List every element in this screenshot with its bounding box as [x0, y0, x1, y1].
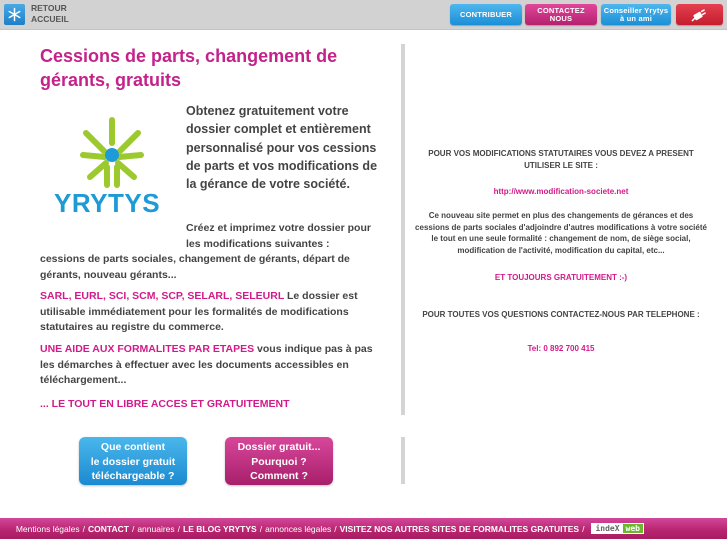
home-link[interactable]	[4, 3, 69, 25]
steps-text: vous indique pas à pas les démarches à effectuer avec les documents accessibles en téléchargement...	[40, 343, 373, 386]
footer-link-blog[interactable]: LE BLOG YRYTYS	[183, 523, 257, 534]
column-divider	[401, 44, 405, 415]
recommend-line1: Conseiller Yrytys	[603, 5, 669, 15]
why-free-line3: Comment ?	[250, 470, 308, 482]
yrytys-logo	[50, 115, 175, 220]
yrytys-star-icon	[50, 115, 175, 190]
footer-bar: Mentions légales / CONTACT / annuaires / LE BLOG YRYTYS / annonces légales / VISITEZ NOS AUTRES SITES DE FORMALITES GRATUITES / indeX web	[0, 518, 727, 539]
notice-text: POUR VOS MODIFICATIONS STATUTAIRES VOUS DEVEZ A PRESENT UTILISER LE SITE :	[428, 149, 694, 170]
always-free-text: ET TOUJOURS GRATUITEMENT :-)	[494, 273, 628, 282]
new-site-description: Ce nouveau site permet en plus des changements de gérances et des cessions de parts sociales d'adjoindre d'autres modifications à votre société le tout en une seule formalité : changement de nom, de siège social, modification de l'activité, modification du capital, etc...	[415, 211, 707, 255]
dossier-content-button[interactable]	[79, 437, 187, 485]
top-bar	[0, 0, 727, 30]
intro-text: Obtenez gratuitement votre dossier complet et entièrement personnalisé pour vos cessions de parts et vos modifications de la gérance de votre société.	[186, 104, 378, 192]
home-label-retour: RETOUR	[31, 3, 67, 13]
why-free-line2: Pourquoi ?	[251, 455, 307, 468]
dossier-content-line3: téléchargeable ?	[91, 470, 175, 482]
indexweb-badge[interactable]	[591, 523, 644, 534]
modifications-list: cessions de parts sociales, changement de gérants, départ de gérants, nouveau gérants...	[40, 253, 350, 281]
logo-text: YRYTYS	[54, 188, 161, 218]
footer-link-contact[interactable]: CONTACT	[88, 523, 129, 534]
indexweb-right: web	[623, 524, 643, 533]
modification-site-link[interactable]: http://www.modification-societe.net	[493, 187, 629, 196]
footer-link-annuaires[interactable]: annuaires	[137, 523, 175, 534]
create-text: Créez et imprimez votre dossier pour les modifications suivantes :	[186, 222, 371, 250]
plug-icon	[689, 7, 711, 23]
dossier-content-line1: Que contient	[100, 441, 166, 453]
page-title: Cessions de parts, changement de gérants, gratuits	[40, 46, 338, 90]
contact-phone-notice: POUR TOUTES VOS QUESTIONS CONTACTEZ-NOUS PAR TELEPHONE :	[422, 310, 700, 319]
steps-highlight: UNE AIDE AUX FORMALITES PAR ETAPES	[40, 343, 255, 355]
plug-button[interactable]	[676, 4, 723, 25]
company-types-paragraph	[40, 289, 385, 336]
contact-button[interactable]: CONTACTEZ NOUS	[525, 4, 597, 25]
why-free-line1: Dossier gratuit...	[237, 441, 321, 453]
footer-link-other-sites[interactable]: VISITEZ NOS AUTRES SITES DE FORMALITES GRATUITES	[339, 523, 580, 534]
footer-link-mentions[interactable]: Mentions légales	[15, 523, 80, 534]
company-types: SARL, EURL, SCI, SCM, SCP, SELARL, SELEURL	[40, 290, 285, 302]
snowflake-logo-icon	[4, 4, 25, 25]
recommend-friend-button[interactable]	[601, 4, 671, 25]
company-types-text: Le dossier est utilisable immédiatement pour les formalités de modifications statutaires au registre du commerce.	[40, 290, 358, 333]
indexweb-left: indeX	[592, 524, 622, 533]
phone-number: Tel: 0 892 700 415	[527, 344, 595, 353]
contribuer-button[interactable]: CONTRIBUER	[450, 4, 522, 25]
recommend-line2: à un ami	[619, 13, 653, 23]
dossier-content-line2: le dossier gratuit	[90, 455, 176, 468]
home-label-accueil: ACCUEIL	[31, 14, 69, 24]
steps-paragraph	[40, 342, 385, 389]
footer-link-annonces[interactable]: annonces légales	[265, 523, 332, 534]
why-free-button[interactable]	[225, 437, 333, 485]
column-divider-lower	[401, 437, 405, 484]
free-access-text: ... LE TOUT EN LIBRE ACCES ET GRATUITEMENT	[40, 398, 290, 410]
